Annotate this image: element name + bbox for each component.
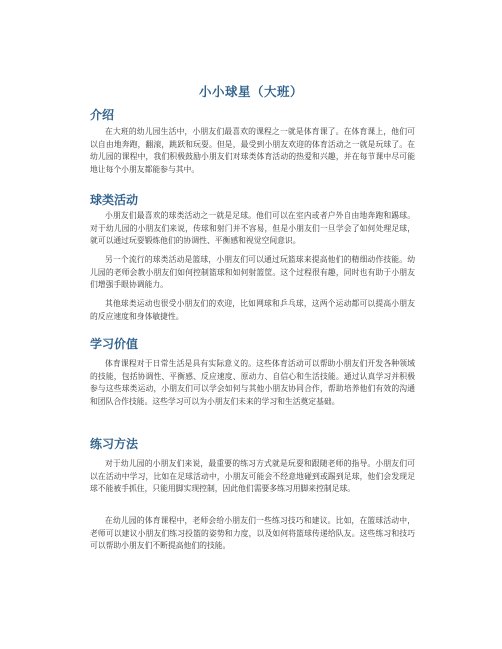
practice-methods-paragraph-1: 对于幼儿园的小朋友们来说，最重要的练习方式就是玩耍和跟随老师的指导。小朋友们可以在活动中学习，比如在足球活动中，小朋友可能会不经意地碰到或踢到足球，他们会发现足球不能被手抓住，只能用脚实现控制，因此他们需要多练习用脚来控制足球。 <box>90 459 415 494</box>
section-heading-learning-value: 学习价值 <box>90 337 139 351</box>
section-heading-intro: 介绍 <box>90 108 115 122</box>
ball-activities-paragraph-2: 另一个流行的球类活动是篮球，小朋友们可以通过玩篮球来提高他们的精细动作技能。幼儿园的老师会教小朋友们如何控制篮球和如何射篮筐。这个过程很有趣，同时也有助于小朋友们增强手眼协调能力。 <box>90 255 415 290</box>
ball-activities-paragraph-3: 其他球类运动也很受小朋友们的欢迎，比如网球和乒乓球，这两个运动都可以提高小朋友的反应速度和身体敏捷性。 <box>90 299 415 321</box>
intro-paragraph-1: 在大班的幼儿园生活中，小朋友们最喜欢的课程之一就是体育课了。在体育课上，他们可以自由地奔跑，翻滚，跳跃和玩耍。但是，最受到小朋友欢迎的体育活动之一就是玩球了。在幼儿园的课程中，我们积极鼓励小朋友们对球类体育活动的热爱和兴趣，并在每节课中尽可能地让每个小朋友都能参与其中。 <box>90 127 415 174</box>
document-title: 小小球星（大班） <box>198 84 303 99</box>
practice-methods-paragraph-2: 在幼儿园的体育课程中，老师会给小朋友们一些练习技巧和建议。比如，在篮球活动中，老师可以建议小朋友们练习投篮的姿势和力度，以及如何将篮球传递给队友。这些练习和技巧可以帮助小朋友们不断提高他们的技能。 <box>90 516 415 551</box>
section-heading-practice-methods: 练习方法 <box>90 437 139 451</box>
section-heading-ball-activities: 球类活动 <box>90 193 139 207</box>
ball-activities-paragraph-1: 小朋友们最喜欢的球类活动之一就是足球。他们可以在室内或者户外自由地奔跑和踢球。对于幼儿园的小朋友们来说，传球和射门并不容易，但是小朋友们一旦学会了如何处理足球，就可以通过玩耍锻炼他们的协调性、平衡感和视觉空间意识。 <box>90 211 415 246</box>
learning-value-paragraph-1: 体育课程对于日常生活是具有实际意义的。这些体育活动可以帮助小朋友们开发各种领域的技能，包括协调性、平衡感、反应速度、原动力、自信心和生活技能。通过认真学习并积极参与这些球类运动，小朋友们可以学会如何与其他小朋友协同合作，帮助培养他们有效的沟通和团队合作技能。这些学习可以为小朋友们未来的学习和生活奠定基础。 <box>90 359 415 406</box>
